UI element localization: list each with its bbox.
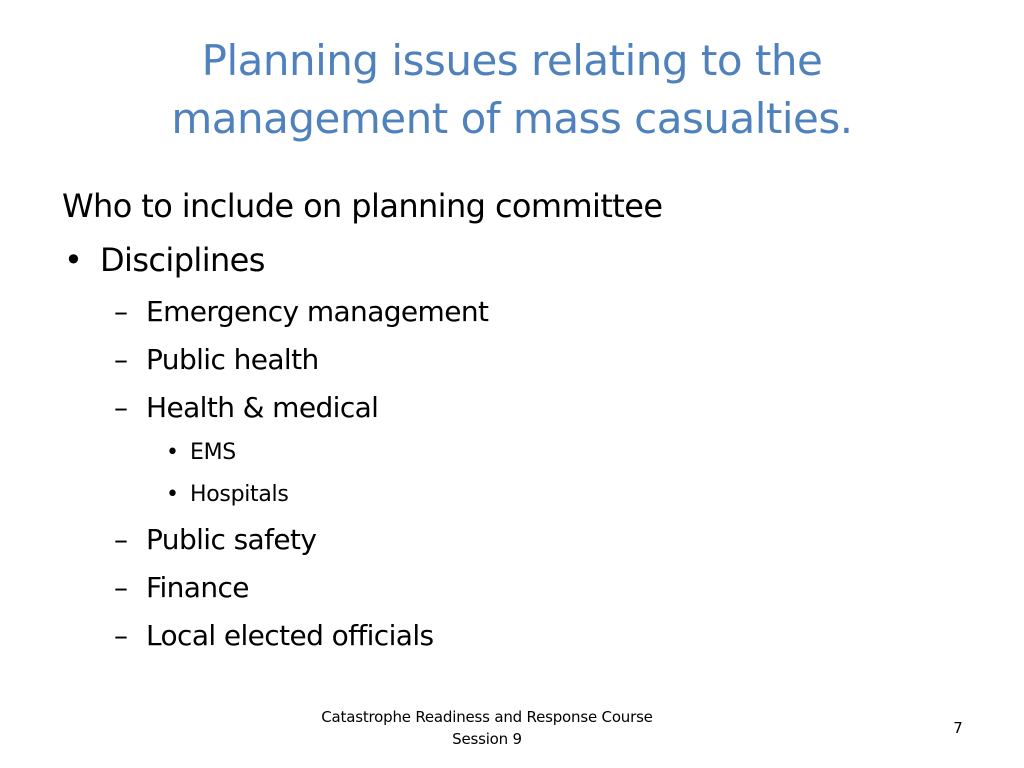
list-item-label: Emergency management [146, 295, 489, 328]
lead-text: Who to include on planning committee [62, 187, 663, 225]
footer [262, 706, 712, 750]
dash-icon: – [114, 343, 128, 376]
slide-title [60, 32, 964, 148]
dash-icon: – [114, 295, 128, 328]
page-number: 7 [953, 719, 963, 737]
list-item-public-health [62, 336, 962, 384]
list-item-label: Hospitals [190, 482, 289, 507]
list-item-label: Disciplines [100, 241, 265, 279]
bullet-icon: • [166, 440, 179, 465]
list-item-label: EMS [190, 440, 236, 465]
footer-course-name: Catastrophe Readiness and Response Course [321, 708, 653, 726]
list-item-finance [62, 564, 962, 612]
title-line-2: management of mass casualties. [171, 94, 853, 143]
list-item-disciplines [62, 232, 962, 288]
dash-icon: – [114, 571, 128, 604]
list-item-label: Public health [146, 343, 319, 376]
list-item-ems [62, 432, 962, 474]
slide-body [62, 180, 962, 660]
list-item-emergency-management [62, 288, 962, 336]
list-item-label: Public safety [146, 523, 317, 556]
list-item-label: Local elected officials [146, 619, 434, 652]
bullet-icon: • [166, 482, 179, 507]
list-item-public-safety [62, 516, 962, 564]
list-item-local-elected-officials [62, 612, 962, 660]
dash-icon: – [114, 391, 128, 424]
dash-icon: – [114, 523, 128, 556]
dash-icon: – [114, 619, 128, 652]
list-item-health-medical [62, 384, 962, 432]
bullet-icon: • [64, 241, 83, 279]
list-item-label: Health & medical [146, 391, 379, 424]
list-item-hospitals [62, 474, 962, 516]
list-item-label: Finance [146, 571, 249, 604]
title-line-1: Planning issues relating to the [201, 36, 823, 85]
footer-session: Session 9 [452, 730, 522, 748]
